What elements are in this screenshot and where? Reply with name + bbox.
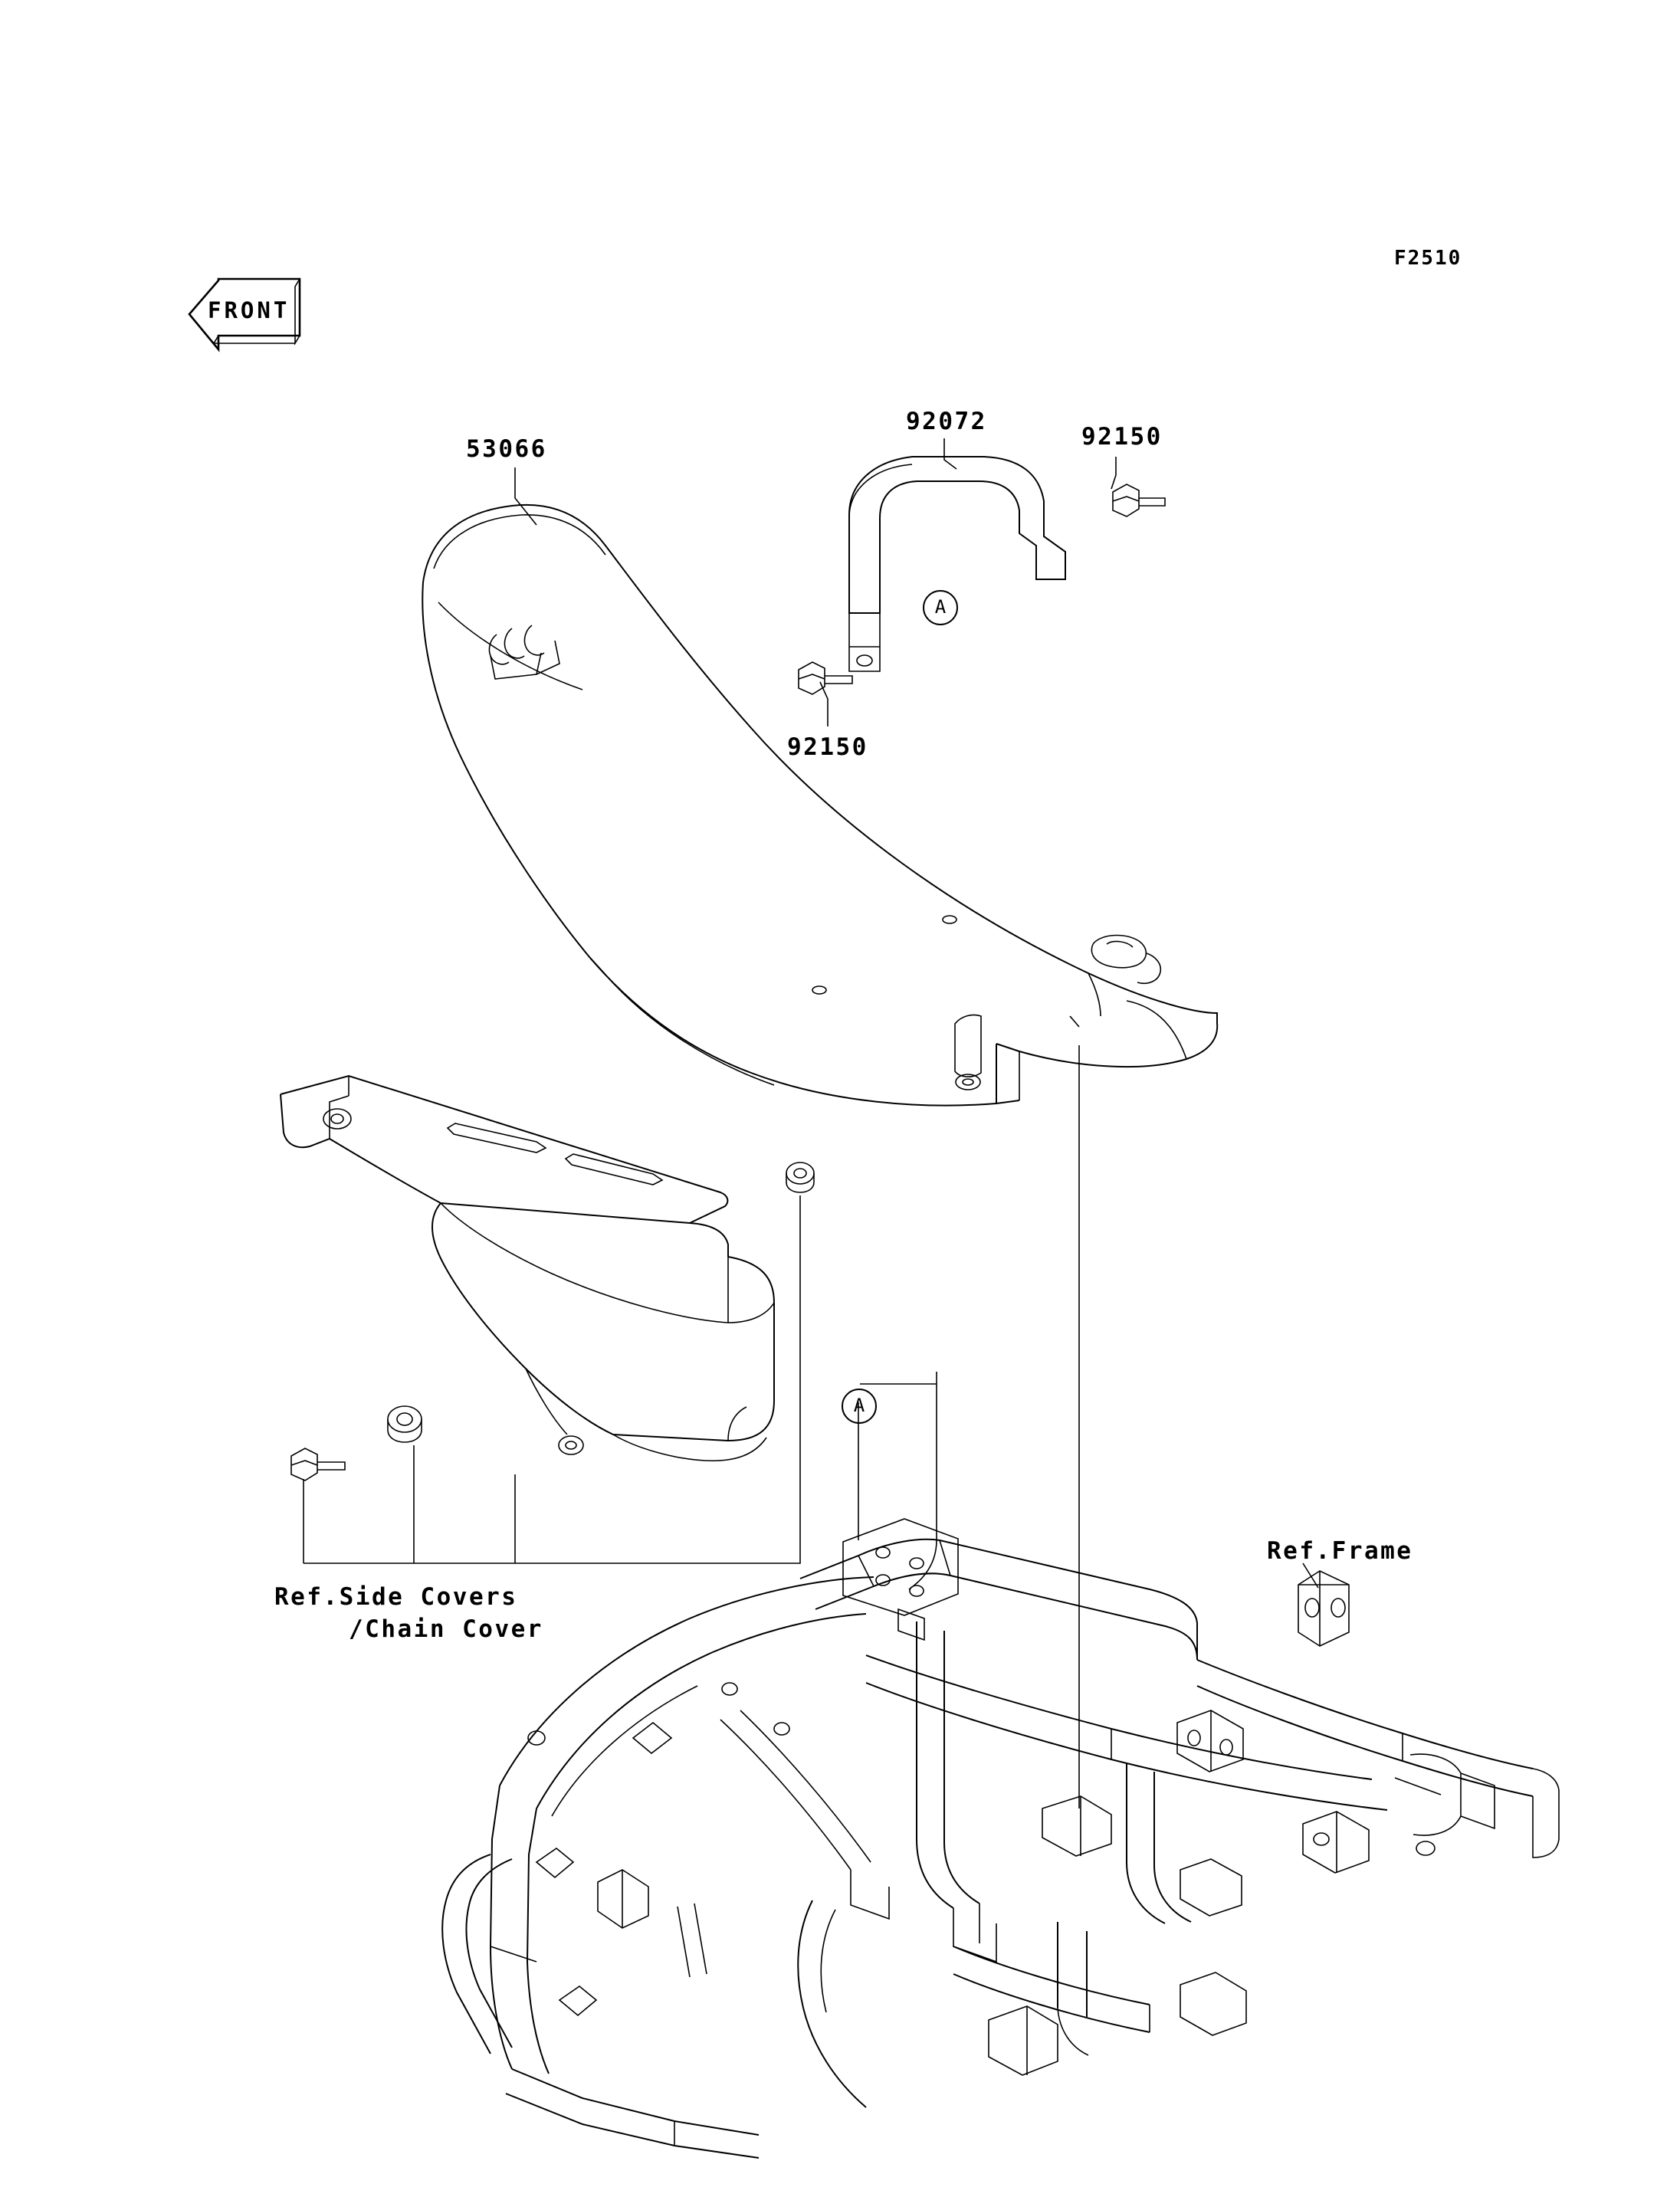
bolt-side-cover [291,1448,345,1481]
callout-92150-lower-label: 92150 [787,733,868,761]
ref-side-covers-line1: Ref.Side Covers [274,1583,518,1611]
side-cover-part [281,1076,814,1481]
detail-marker-a-top: A [923,590,958,625]
bolt-upper [1113,484,1165,516]
callout-53066-label: 53066 [466,435,547,463]
grab-rail-part [849,457,1065,671]
detail-marker-a-bottom: A [842,1389,877,1424]
front-label: FRONT [208,297,290,323]
ref-side-covers-line2: /Chain Cover [349,1615,543,1643]
sheet-code-label: F2510 [1394,247,1462,270]
seat-front-tang [955,1015,981,1090]
seat-emboss [489,625,559,679]
callout-92072-label: 92072 [906,408,987,435]
frame-center-cluster [843,1519,958,1640]
seat-part [422,505,1217,1106]
seat-rear-bracket [1091,936,1160,984]
callout-92150-upper-label: 92150 [1081,423,1163,451]
frame-part [442,1519,1559,2158]
ref-frame-label: Ref.Frame [1267,1537,1413,1565]
leader-lines [515,438,1116,726]
cover-grommet-upper [786,1162,814,1192]
cover-grommet-lower [388,1406,422,1442]
bolt-lower [799,662,852,694]
